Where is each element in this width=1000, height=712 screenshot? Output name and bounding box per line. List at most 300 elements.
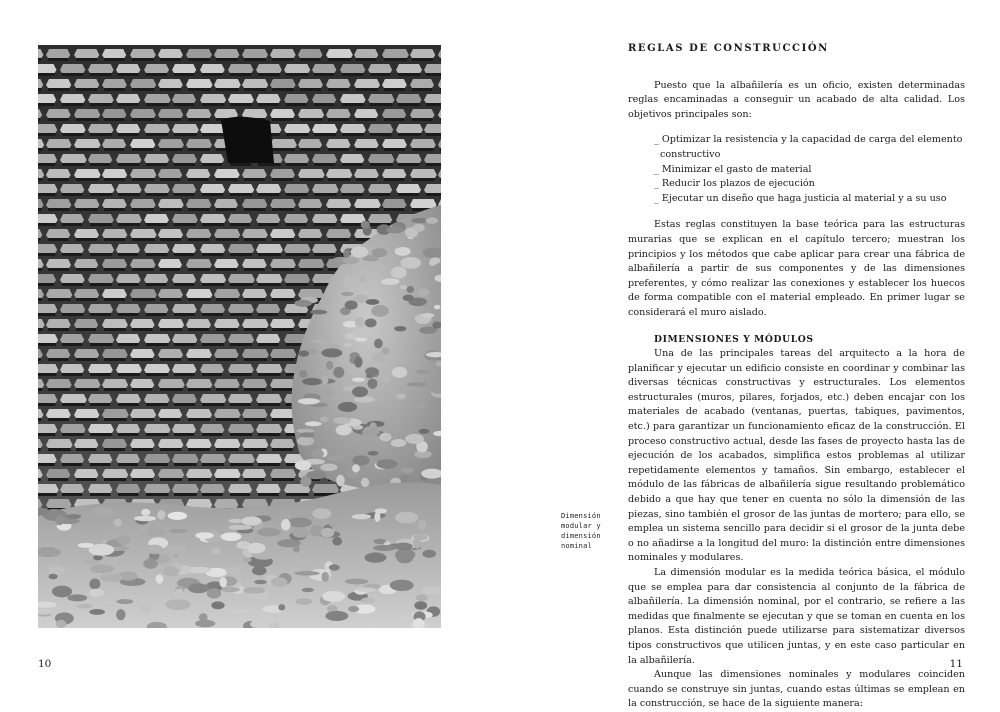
brick: [130, 469, 155, 478]
stone: [417, 520, 426, 530]
brick: [38, 454, 57, 463]
stone: [407, 382, 428, 386]
brick-shadow: [104, 268, 125, 271]
brick-shadow: [62, 373, 82, 376]
brick: [144, 424, 170, 433]
masonry-wall-photo: [38, 45, 441, 628]
brick: [214, 79, 241, 88]
brick: [130, 439, 155, 448]
brick-shadow: [48, 208, 69, 211]
brick-shadow: [76, 388, 99, 391]
brick: [46, 439, 73, 448]
brick-shadow: [48, 358, 68, 361]
brick-shadow: [328, 238, 349, 241]
brick: [270, 229, 295, 238]
stone: [305, 421, 322, 426]
list-item: _ Optimizar la resistencia y la capacidad de carga del elemento constructivo: [654, 134, 963, 160]
photo-caption: [561, 511, 623, 551]
brick-shadow: [118, 163, 139, 166]
brick-shadow: [328, 118, 349, 121]
brick-shadow: [188, 58, 210, 61]
stone: [313, 339, 334, 343]
stone: [114, 519, 122, 527]
brick-shadow: [174, 73, 194, 76]
brick: [298, 199, 322, 208]
brick: [228, 454, 255, 463]
brick-shadow: [202, 193, 223, 196]
brick-shadow: [398, 73, 420, 76]
brick-shadow: [230, 343, 252, 346]
stone: [295, 460, 311, 470]
brick-shadow: [440, 118, 441, 121]
brick-shadow: [146, 343, 168, 346]
brick: [284, 184, 309, 193]
brick: [144, 244, 169, 253]
stone: [89, 609, 105, 615]
brick: [424, 124, 441, 133]
brick-shadow: [38, 343, 56, 346]
brick: [242, 289, 267, 298]
brick-shadow: [286, 223, 306, 226]
brick: [284, 94, 309, 103]
stone: [344, 275, 352, 286]
brick-shadow: [174, 163, 195, 166]
brick-shadow: [342, 223, 364, 226]
brick-shadow: [38, 433, 55, 436]
stone: [352, 387, 368, 398]
brick-shadow: [314, 73, 334, 76]
section-title: REGLAS DE CONSTRUCCIÓN: [628, 43, 829, 54]
brick: [116, 244, 140, 253]
brick-shadow: [230, 373, 252, 376]
stone: [321, 572, 329, 582]
stone: [49, 574, 58, 580]
brick: [172, 304, 197, 313]
brick-shadow: [146, 133, 168, 136]
brick-shadow: [244, 88, 266, 91]
brick: [284, 124, 310, 133]
brick-shadow: [202, 223, 224, 226]
brick: [200, 304, 225, 313]
brick: [158, 439, 183, 448]
brick-shadow: [90, 73, 112, 76]
brick-shadow: [300, 148, 320, 151]
brick-shadow: [174, 433, 194, 436]
brick-shadow: [244, 478, 264, 481]
brick: [340, 154, 364, 163]
stone: [348, 606, 359, 612]
brick: [88, 334, 114, 343]
brick-shadow: [160, 328, 182, 331]
brick: [60, 394, 87, 403]
brick-shadow: [286, 133, 308, 136]
brick-shadow: [272, 448, 293, 451]
stone: [373, 545, 396, 551]
stone: [422, 313, 434, 317]
stone: [166, 546, 186, 555]
brick-shadow: [244, 448, 266, 451]
stone: [81, 525, 105, 533]
brick-shadow: [426, 163, 441, 166]
brick: [200, 274, 226, 283]
brick-shadow: [132, 388, 152, 391]
stone: [55, 515, 63, 525]
brick-shadow: [216, 88, 239, 91]
brick-shadow: [146, 463, 168, 466]
stone: [254, 580, 267, 584]
brick: [60, 424, 86, 433]
brick: [116, 484, 140, 493]
brick-shadow: [48, 268, 69, 271]
stone: [341, 292, 354, 296]
brick-shadow: [440, 88, 441, 91]
brick-shadow: [412, 88, 432, 91]
brick-shadow: [38, 268, 42, 271]
stone: [169, 529, 187, 533]
brick-shadow: [160, 208, 182, 211]
brick-shadow: [174, 403, 195, 406]
brick: [270, 169, 295, 178]
brick-shadow: [328, 58, 351, 61]
brick-shadow: [90, 163, 110, 166]
brick-shadow: [38, 118, 40, 121]
stone: [294, 300, 311, 307]
brick-shadow: [76, 298, 97, 301]
stone: [372, 248, 388, 257]
brick-shadow: [38, 223, 56, 226]
brick-shadow: [398, 103, 419, 106]
brick-shadow: [118, 403, 139, 406]
brick-shadow: [272, 358, 294, 361]
brick: [102, 229, 127, 238]
brick: [186, 49, 212, 58]
brick-shadow: [188, 178, 208, 181]
stone: [362, 428, 380, 436]
brick: [46, 379, 72, 388]
caption-line: Dimensión: [561, 512, 601, 520]
brick-shadow: [342, 103, 364, 106]
stone: [362, 530, 372, 540]
brick-shadow: [272, 418, 292, 421]
stone: [247, 543, 265, 554]
brick: [88, 274, 114, 283]
brick: [172, 154, 197, 163]
brick: [172, 214, 198, 223]
brick: [242, 109, 267, 118]
brick-shadow: [356, 178, 377, 181]
brick: [130, 289, 157, 298]
brick: [354, 169, 379, 178]
brick: [256, 184, 281, 193]
stone: [371, 352, 386, 362]
brick-shadow: [38, 73, 55, 76]
brick-shadow: [146, 373, 168, 376]
brick-shadow: [76, 448, 96, 451]
brick: [38, 394, 57, 403]
brick-shadow: [62, 163, 85, 166]
brick-shadow: [62, 313, 83, 316]
intro-paragraph: Puesto que la albañilería es un oficio, existen determinadas reglas encaminadas a conseguir un acabado de alta calidad. Los objetivos principales son:: [628, 79, 965, 120]
brick: [368, 214, 392, 223]
stone: [306, 471, 326, 480]
brick: [312, 184, 339, 193]
brick: [256, 424, 282, 433]
stone: [394, 326, 406, 331]
brick: [74, 289, 99, 298]
brick: [368, 94, 395, 103]
brick-shadow: [384, 118, 404, 121]
brick-shadow: [272, 88, 294, 91]
brick: [46, 409, 71, 418]
brick: [46, 109, 71, 118]
brick-shadow: [174, 253, 194, 256]
brick: [298, 169, 325, 178]
brick: [228, 274, 255, 283]
stone: [56, 620, 67, 628]
brick-shadow: [216, 178, 238, 181]
brick-shadow: [104, 448, 125, 451]
brick: [144, 64, 169, 73]
stone: [141, 509, 150, 516]
brick: [200, 334, 226, 343]
brick-shadow: [76, 328, 96, 331]
stone: [174, 589, 184, 600]
brick: [102, 259, 127, 268]
brick: [354, 79, 380, 88]
brick-shadow: [146, 313, 166, 316]
stone: [400, 257, 421, 269]
brick: [116, 274, 141, 283]
brick-shadow: [160, 478, 182, 481]
brick: [172, 94, 196, 103]
brick: [88, 124, 114, 133]
brick-shadow: [300, 118, 322, 121]
brick: [116, 64, 140, 73]
brick-shadow: [90, 103, 112, 106]
brick: [46, 349, 70, 358]
stone: [257, 528, 281, 537]
brick: [144, 154, 169, 163]
brick-shadow: [48, 238, 68, 241]
brick-shadow: [146, 253, 167, 256]
brick-shadow: [76, 148, 99, 151]
stone: [312, 449, 324, 459]
brick-shadow: [314, 193, 337, 196]
brick: [74, 139, 101, 148]
stone: [322, 376, 329, 384]
brick: [214, 469, 241, 478]
stone: [329, 564, 340, 571]
brick-shadow: [286, 163, 307, 166]
stone: [302, 588, 314, 592]
brick: [354, 199, 381, 208]
brick: [38, 244, 57, 253]
brick-shadow: [38, 58, 41, 61]
brick: [368, 184, 392, 193]
stone: [65, 514, 81, 519]
brick: [242, 259, 267, 268]
stone: [354, 356, 362, 367]
brick-shadow: [258, 73, 280, 76]
brick: [214, 349, 239, 358]
brick-shadow: [188, 268, 210, 271]
brick-shadow: [104, 88, 125, 91]
brick: [340, 64, 365, 73]
stone: [327, 456, 343, 461]
brick-shadow: [398, 133, 421, 136]
brick-shadow: [48, 88, 69, 91]
brick-shadow: [272, 328, 293, 331]
stone: [219, 577, 226, 588]
brick-shadow: [202, 103, 224, 106]
stone: [298, 398, 320, 404]
brick-shadow: [258, 433, 280, 436]
brick-shadow: [48, 388, 70, 391]
brick-shadow: [174, 223, 196, 226]
brick-shadow: [244, 388, 265, 391]
brick-shadow: [272, 478, 294, 481]
brick: [242, 439, 268, 448]
stone: [225, 566, 239, 574]
brick-shadow: [104, 238, 125, 241]
brick-shadow: [300, 88, 321, 91]
brick: [424, 64, 441, 73]
brick: [74, 409, 99, 418]
brick-shadow: [286, 103, 307, 106]
brick: [256, 64, 282, 73]
brick-shadow: [132, 238, 155, 241]
brick-shadow: [356, 58, 376, 61]
brick-shadow: [62, 253, 82, 256]
brick-shadow: [202, 343, 224, 346]
brick-shadow: [202, 403, 224, 406]
brick: [242, 349, 269, 358]
stone: [221, 587, 240, 593]
brick-shadow: [132, 208, 154, 211]
stone: [392, 367, 408, 378]
stone: [207, 588, 221, 598]
brick-shadow: [38, 148, 42, 151]
brick-shadow: [440, 178, 441, 181]
stone: [295, 598, 312, 605]
body-paragraph: La dimensión modular es la medida teórica básica, el módulo que se emplea para dar consistencia al conjunto de la fábrica de albañilería. La dimensión nominal, por el contrario, se refiere a las medidas que finalmente se ejecutan y que se toman en cuenta en los planos. Esta distinción puede utilizarse para sistematizar diversos tipos constructivos que utilicen juntas, y en este caso particular en la albañilería.: [628, 567, 965, 666]
stone: [76, 604, 93, 609]
stone: [374, 339, 383, 349]
brick: [74, 199, 99, 208]
brick: [200, 94, 226, 103]
brick: [102, 289, 127, 298]
brick: [186, 319, 211, 328]
brick-shadow: [160, 238, 181, 241]
brick-shadow: [286, 313, 306, 316]
stone: [345, 300, 358, 309]
brick: [326, 139, 351, 148]
brick: [270, 79, 296, 88]
brick: [102, 169, 127, 178]
brick: [228, 244, 254, 253]
list-item: _ Ejecutar un diseño que haga justicia al material y a su uso: [654, 192, 947, 204]
stone: [333, 367, 344, 378]
brick-shadow: [132, 448, 153, 451]
brick-shadow: [62, 133, 84, 136]
brick: [102, 79, 127, 88]
brick: [186, 409, 212, 418]
stone: [281, 519, 291, 531]
brick: [144, 124, 170, 133]
brick-shadow: [174, 463, 197, 466]
caption-line: nominal: [561, 542, 592, 550]
brick-shadow: [38, 328, 43, 331]
brick-shadow: [188, 448, 210, 451]
stone: [361, 478, 369, 488]
brick: [256, 454, 282, 463]
brick: [200, 454, 226, 463]
stone: [320, 416, 328, 422]
brick: [242, 409, 268, 418]
brick-shadow: [370, 133, 391, 136]
brick-shadow: [202, 463, 224, 466]
brick: [242, 469, 266, 478]
brick-shadow: [38, 313, 55, 316]
brick: [46, 319, 71, 328]
brick-shadow: [286, 253, 309, 256]
brick-shadow: [356, 208, 379, 211]
stone: [116, 609, 125, 620]
brick: [158, 409, 182, 418]
brick: [158, 109, 183, 118]
brick-shadow: [38, 163, 55, 166]
brick: [38, 154, 57, 163]
brick-shadow: [38, 373, 56, 376]
brick: [172, 124, 199, 133]
stone: [322, 591, 345, 602]
brick-shadow: [370, 73, 390, 76]
body-paragraph: Aunque las dimensiones nominales y modulares coinciden cuando se construye sin juntas, cuando estas últimas se emplean en la construcción, se hace de la siguiente manera:: [628, 669, 965, 710]
brick-shadow: [104, 328, 126, 331]
brick-shadow: [90, 373, 111, 376]
brick: [270, 349, 296, 358]
brick: [200, 394, 226, 403]
brick: [60, 64, 85, 73]
brick-shadow: [258, 223, 278, 226]
brick: [270, 259, 296, 268]
brick: [74, 109, 100, 118]
brick-shadow: [384, 148, 405, 151]
wall-opening: [221, 117, 274, 163]
brick: [116, 454, 140, 463]
brick: [200, 424, 224, 433]
brick-shadow: [38, 493, 57, 496]
brick-shadow: [230, 73, 251, 76]
brick: [60, 274, 85, 283]
brick: [410, 109, 435, 118]
brick-shadow: [216, 478, 239, 481]
stone: [336, 475, 345, 487]
brick-shadow: [272, 298, 294, 301]
stone: [342, 257, 359, 264]
brick: [396, 184, 421, 193]
brick-shadow: [38, 238, 40, 241]
brick: [410, 169, 437, 178]
brick-shadow: [188, 358, 210, 361]
stone: [332, 537, 342, 546]
brick: [228, 214, 252, 223]
stone: [250, 620, 267, 628]
brick: [200, 64, 225, 73]
brick-shadow: [146, 403, 168, 406]
brick: [256, 334, 280, 343]
brick-shadow: [76, 418, 97, 421]
